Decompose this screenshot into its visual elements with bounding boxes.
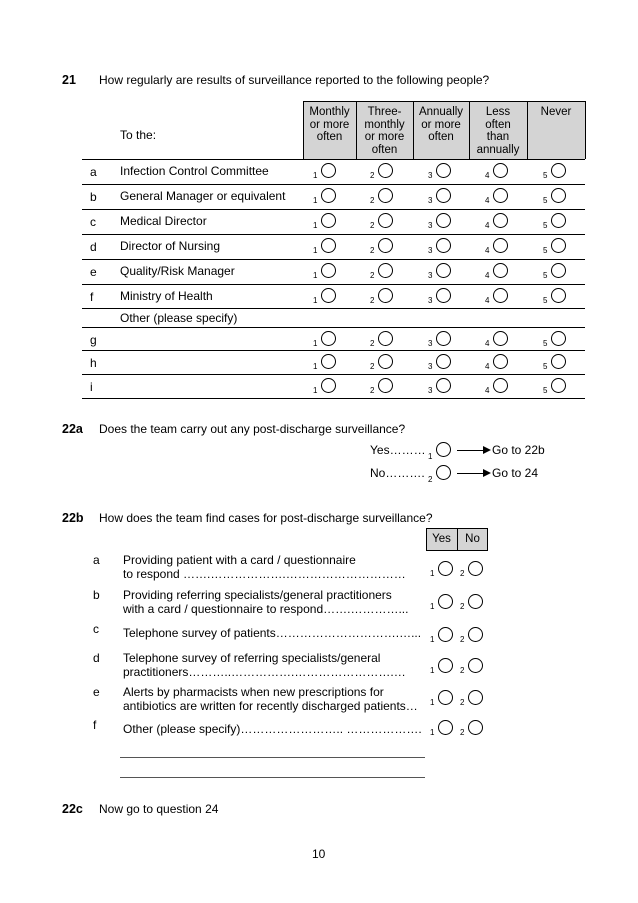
arrow-shaft bbox=[457, 450, 484, 451]
row-divider bbox=[82, 209, 585, 210]
radio-option[interactable] bbox=[493, 354, 508, 369]
other-specify-label: Other (please specify) bbox=[120, 311, 238, 325]
option-code: 3 bbox=[428, 362, 433, 371]
row-divider bbox=[82, 259, 585, 260]
row-label-line: Other (please specify)…………………….. ………………. bbox=[123, 722, 422, 736]
radio-option[interactable] bbox=[493, 213, 508, 228]
radio-option[interactable] bbox=[493, 331, 508, 346]
row-divider bbox=[82, 327, 585, 328]
column-header-line: often bbox=[316, 131, 343, 143]
radio-yes[interactable] bbox=[438, 658, 453, 673]
radio-option[interactable] bbox=[551, 263, 566, 278]
q22b-number: 22b bbox=[62, 511, 84, 525]
skip-instruction: Go to 22b bbox=[492, 443, 545, 457]
option-code: 4 bbox=[485, 339, 490, 348]
option-code: 4 bbox=[485, 221, 490, 230]
radio-option[interactable] bbox=[321, 213, 336, 228]
row-letter: a bbox=[90, 165, 97, 179]
option-code: 5 bbox=[543, 171, 548, 180]
option-code: 4 bbox=[485, 296, 490, 305]
option-code: 3 bbox=[428, 171, 433, 180]
option-code: 1 bbox=[313, 196, 318, 205]
column-header-line: Three- bbox=[367, 106, 402, 118]
column-header bbox=[469, 101, 527, 159]
radio-option[interactable] bbox=[493, 378, 508, 393]
column-header-line: or more bbox=[309, 118, 350, 131]
option-code: 1 bbox=[430, 728, 435, 737]
column-header-line: Never bbox=[540, 106, 572, 118]
radio-option[interactable] bbox=[493, 288, 508, 303]
row-label-line: with a card / questionnaire to respond…….…………... bbox=[123, 602, 409, 616]
column-header bbox=[303, 101, 356, 159]
option-code: 5 bbox=[543, 339, 548, 348]
column-header-line: than bbox=[486, 131, 510, 143]
option-code: 2 bbox=[370, 171, 375, 180]
radio-option[interactable] bbox=[378, 354, 393, 369]
radio-option[interactable] bbox=[551, 188, 566, 203]
radio-option[interactable] bbox=[378, 331, 393, 346]
row-label bbox=[123, 685, 418, 713]
q22c-text: Now go to question 24 bbox=[99, 802, 219, 816]
column-header-line: often bbox=[485, 118, 511, 131]
column-header-line: Monthly bbox=[309, 106, 350, 118]
row-letter: f bbox=[90, 290, 94, 304]
radio-option[interactable] bbox=[378, 188, 393, 203]
q22a-number: 22a bbox=[62, 422, 83, 436]
radio-option[interactable] bbox=[378, 263, 393, 278]
column-header-line: or more bbox=[364, 131, 405, 143]
radio-option[interactable] bbox=[321, 378, 336, 393]
option-code: 1 bbox=[313, 221, 318, 230]
row-label-line: Telephone survey of referring specialists/general bbox=[123, 651, 381, 665]
header-top-border bbox=[303, 101, 586, 102]
radio-no[interactable] bbox=[468, 627, 483, 642]
header-bottom-border bbox=[426, 550, 488, 551]
option-code: 1 bbox=[428, 452, 433, 461]
option-code: 1 bbox=[313, 296, 318, 305]
option-code: 2 bbox=[428, 475, 433, 484]
option-code: 2 bbox=[370, 221, 375, 230]
option-code: 1 bbox=[313, 246, 318, 255]
radio-option[interactable] bbox=[551, 331, 566, 346]
column-header-line: Annually bbox=[418, 106, 464, 118]
row-label bbox=[123, 722, 422, 736]
option-code: 3 bbox=[428, 339, 433, 348]
column-header-line: Less bbox=[485, 106, 511, 118]
option-code: 3 bbox=[428, 271, 433, 280]
row-label: Infection Control Committee bbox=[120, 164, 269, 178]
row-letter: h bbox=[90, 356, 97, 370]
radio-option[interactable] bbox=[551, 213, 566, 228]
radio-option[interactable] bbox=[321, 188, 336, 203]
row-divider bbox=[82, 398, 585, 399]
row-label: Quality/Risk Manager bbox=[120, 264, 235, 278]
option-code: 4 bbox=[485, 196, 490, 205]
row-label-line: Providing referring specialists/general practitioners bbox=[123, 588, 392, 602]
option-code: 3 bbox=[428, 386, 433, 395]
option-code: 2 bbox=[370, 339, 375, 348]
radio-option[interactable] bbox=[378, 163, 393, 178]
row-divider bbox=[82, 374, 585, 375]
option-code: 2 bbox=[460, 666, 465, 675]
row-letter: f bbox=[93, 718, 97, 732]
specify-line-2[interactable] bbox=[120, 777, 425, 778]
row-letter: e bbox=[90, 265, 97, 279]
option-code: 1 bbox=[313, 171, 318, 180]
column-header-line: monthly bbox=[364, 118, 405, 131]
option-code: 2 bbox=[460, 728, 465, 737]
column-header-line: often bbox=[428, 131, 454, 143]
option-code: 1 bbox=[313, 271, 318, 280]
option-code: 3 bbox=[428, 296, 433, 305]
row-label-line: to respond …….……………….………………………… bbox=[123, 567, 406, 581]
row-label: Ministry of Health bbox=[120, 289, 213, 303]
skip-instruction: Go to 24 bbox=[492, 466, 539, 480]
header-column-divider bbox=[487, 528, 488, 550]
row-divider bbox=[82, 234, 585, 235]
to-the-label: To the: bbox=[120, 128, 157, 142]
row-letter: d bbox=[93, 651, 100, 665]
radio-option[interactable] bbox=[378, 238, 393, 253]
radio-option[interactable] bbox=[321, 238, 336, 253]
row-label: Medical Director bbox=[120, 214, 207, 228]
radio-option[interactable] bbox=[321, 263, 336, 278]
row-label bbox=[123, 651, 406, 679]
option-code: 1 bbox=[430, 602, 435, 611]
arrow-shaft bbox=[457, 473, 484, 474]
option-code: 1 bbox=[430, 666, 435, 675]
q21-text: How regularly are results of surveillance reported to the following people? bbox=[99, 73, 490, 87]
row-label-line: Alerts by pharmacists when new prescriptions for bbox=[123, 685, 384, 699]
column-header-line: annually bbox=[476, 143, 520, 156]
option-code: 3 bbox=[428, 196, 433, 205]
arrow-head-icon bbox=[483, 469, 491, 477]
header-column-divider bbox=[585, 101, 586, 159]
no-column-header: No bbox=[458, 528, 487, 550]
option-code: 4 bbox=[485, 271, 490, 280]
row-letter: d bbox=[90, 240, 97, 254]
row-label bbox=[123, 626, 421, 640]
radio-option[interactable] bbox=[493, 163, 508, 178]
yes-column-header: Yes bbox=[426, 528, 457, 550]
option-code: 2 bbox=[460, 635, 465, 644]
row-letter: b bbox=[93, 588, 100, 602]
radio-option[interactable] bbox=[436, 331, 451, 346]
header-column-divider bbox=[469, 101, 470, 159]
row-label-line: antibiotics are written for recently discharged patients… bbox=[123, 699, 418, 713]
radio-option[interactable] bbox=[436, 288, 451, 303]
row-label: General Manager or equivalent bbox=[120, 189, 286, 203]
header-column-divider bbox=[426, 528, 427, 550]
row-label-line: practitioners………..…………….…………………….… bbox=[123, 665, 406, 679]
radio-yes[interactable] bbox=[438, 690, 453, 705]
option-code: 2 bbox=[460, 602, 465, 611]
row-label bbox=[123, 588, 408, 616]
option-code: 3 bbox=[428, 221, 433, 230]
option-code: 4 bbox=[485, 246, 490, 255]
radio-option[interactable] bbox=[378, 378, 393, 393]
radio-yes[interactable] bbox=[438, 720, 453, 735]
radio-no[interactable] bbox=[468, 561, 483, 576]
row-letter: e bbox=[93, 685, 100, 699]
header-column-divider bbox=[356, 101, 357, 159]
option-code: 5 bbox=[543, 386, 548, 395]
option-code: 5 bbox=[543, 221, 548, 230]
option-code: 1 bbox=[430, 635, 435, 644]
row-letter: b bbox=[90, 190, 97, 204]
radio-option[interactable] bbox=[378, 288, 393, 303]
column-header bbox=[527, 101, 585, 159]
option-code: 1 bbox=[430, 569, 435, 578]
option-code: 1 bbox=[313, 386, 318, 395]
header-column-divider bbox=[457, 528, 458, 550]
radio-no[interactable] bbox=[468, 690, 483, 705]
answer-label: No………. bbox=[370, 466, 425, 480]
radio-no[interactable] bbox=[468, 720, 483, 735]
option-code: 5 bbox=[543, 246, 548, 255]
radio-option[interactable] bbox=[436, 263, 451, 278]
column-header-line: often bbox=[371, 143, 398, 156]
q22b-text: How does the team find cases for post-discharge surveillance? bbox=[99, 511, 433, 525]
radio-option[interactable] bbox=[321, 331, 336, 346]
option-code: 2 bbox=[370, 386, 375, 395]
radio-option[interactable] bbox=[436, 163, 451, 178]
option-code: 2 bbox=[460, 698, 465, 707]
header-column-divider bbox=[413, 101, 414, 159]
option-code: 4 bbox=[485, 171, 490, 180]
option-code: 5 bbox=[543, 296, 548, 305]
radio-option[interactable] bbox=[436, 465, 451, 480]
option-code: 1 bbox=[313, 362, 318, 371]
option-code: 2 bbox=[370, 362, 375, 371]
radio-no[interactable] bbox=[468, 658, 483, 673]
option-code: 5 bbox=[543, 196, 548, 205]
radio-option[interactable] bbox=[493, 188, 508, 203]
option-code: 2 bbox=[370, 196, 375, 205]
column-header bbox=[356, 101, 413, 159]
radio-yes[interactable] bbox=[438, 627, 453, 642]
header-column-divider bbox=[303, 101, 304, 159]
specify-line-1[interactable] bbox=[120, 757, 425, 758]
radio-option[interactable] bbox=[436, 188, 451, 203]
radio-no[interactable] bbox=[468, 594, 483, 609]
row-label-line: Telephone survey of patients………………………….…... bbox=[123, 626, 422, 640]
radio-option[interactable] bbox=[551, 354, 566, 369]
row-letter: c bbox=[93, 622, 99, 636]
answer-label: Yes……… bbox=[370, 443, 426, 457]
row-letter: a bbox=[93, 553, 100, 567]
q21-number: 21 bbox=[62, 73, 76, 87]
radio-option[interactable] bbox=[436, 442, 451, 457]
row-letter: c bbox=[90, 215, 96, 229]
option-code: 2 bbox=[370, 246, 375, 255]
option-code: 4 bbox=[485, 386, 490, 395]
option-code: 3 bbox=[428, 246, 433, 255]
header-column-divider bbox=[527, 101, 528, 159]
radio-option[interactable] bbox=[321, 163, 336, 178]
radio-option[interactable] bbox=[436, 213, 451, 228]
option-code: 2 bbox=[460, 569, 465, 578]
row-divider bbox=[82, 350, 585, 351]
radio-yes[interactable] bbox=[438, 561, 453, 576]
option-code: 1 bbox=[313, 339, 318, 348]
row-letter: i bbox=[90, 380, 93, 394]
radio-option[interactable] bbox=[551, 238, 566, 253]
option-code: 1 bbox=[430, 698, 435, 707]
row-label-line: Providing patient with a card / questionnaire bbox=[123, 553, 356, 567]
radio-option[interactable] bbox=[493, 238, 508, 253]
radio-option[interactable] bbox=[551, 163, 566, 178]
radio-option[interactable] bbox=[436, 354, 451, 369]
row-letter: g bbox=[90, 333, 97, 347]
radio-option[interactable] bbox=[436, 378, 451, 393]
radio-yes[interactable] bbox=[438, 594, 453, 609]
column-header bbox=[413, 101, 469, 159]
radio-option[interactable] bbox=[551, 378, 566, 393]
q22a-text: Does the team carry out any post-discharge surveillance? bbox=[99, 422, 406, 436]
radio-option[interactable] bbox=[321, 354, 336, 369]
radio-option[interactable] bbox=[551, 288, 566, 303]
row-divider bbox=[82, 184, 585, 185]
q22c-number: 22c bbox=[62, 802, 83, 816]
radio-option[interactable] bbox=[378, 213, 393, 228]
page-number: 10 bbox=[312, 847, 326, 861]
row-label bbox=[123, 553, 406, 581]
row-divider bbox=[82, 308, 585, 309]
arrow-head-icon bbox=[483, 446, 491, 454]
row-divider bbox=[82, 284, 585, 285]
radio-option[interactable] bbox=[493, 263, 508, 278]
row-divider bbox=[82, 159, 585, 160]
radio-option[interactable] bbox=[436, 238, 451, 253]
row-label: Director of Nursing bbox=[120, 239, 221, 253]
option-code: 4 bbox=[485, 362, 490, 371]
radio-option[interactable] bbox=[321, 288, 336, 303]
option-code: 2 bbox=[370, 296, 375, 305]
option-code: 2 bbox=[370, 271, 375, 280]
option-code: 5 bbox=[543, 271, 548, 280]
option-code: 5 bbox=[543, 362, 548, 371]
column-header-line: or more bbox=[421, 118, 461, 131]
